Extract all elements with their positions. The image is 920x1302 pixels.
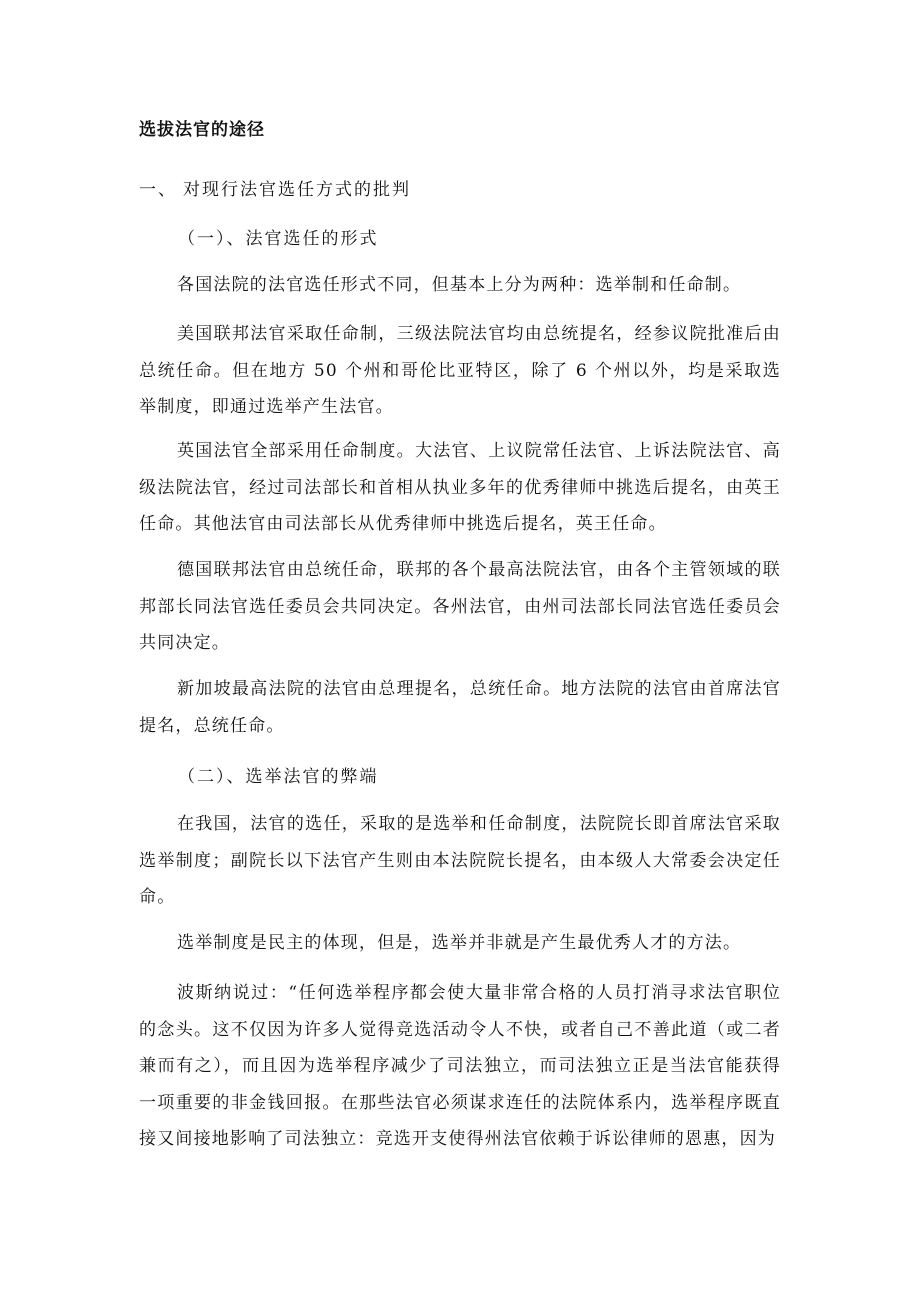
paragraph: 选举制度是民主的体现，但是，选举并非就是产生最优秀人才的方法。 (177, 933, 742, 953)
document-title: 选拔法官的途径 (139, 120, 265, 140)
paragraph: 美国联邦法官采取任命制，三级法院法官均由总统提名，经参议院批准后由总统任命。但在地方 50 个州和哥伦比亚特区，除了 6 个州以外，均是采取选举制度，即通过选举产生法官。 (139, 324, 781, 417)
paragraph: 英国法官全部采用任命制度。大法官、上议院常任法官、上诉法院法官、高级法院法官，经过司法部长和首相从执业多年的优秀律师中挑选后提名，由英王任命。其他法官由司法部长从优秀律师中挑选后提名，英王任命。 (139, 441, 781, 534)
subsection-heading-1: （一）、法官选任的形式 (178, 229, 379, 249)
paragraph: 新加坡最高法院的法官由总理提名，总统任命。地方法院的法官由首席法官提名，总统任命。 (139, 679, 781, 736)
section-heading-1 (139, 178, 411, 202)
section-number: 一、 (139, 180, 177, 200)
subsection-heading-2: （二）、选举法官的弊端 (178, 767, 379, 787)
paragraph: 德国联邦法官由总统任命，联邦的各个最高法院法官，由各个主管领域的联邦部长同法官选任委员会共同决定。各州法官，由州司法部长同法官选任委员会共同决定。 (139, 560, 781, 653)
paragraph: 各国法院的法官选任形式不同，但基本上分为两种：选举制和任命制。 (177, 275, 742, 295)
paragraph: 波斯纳说过：“任何选举程序都会使大量非常合格的人员打消寻求法官职位的念头。这不仅因为许多人觉得竞选活动令人不快，或者自己不善此道（或二者兼而有之），而且因为选举程序减少了司法独立，而司法独立正是当法官能获得一项重要的非金钱回报。在那些法官必须谋求连任的法院体系内，选举程序既直接又间接地影响了司法独立：竞选开支使得州法官依赖于诉讼律师的恩惠，因为 (139, 983, 781, 1149)
paragraph: 在我国，法官的选任，采取的是选举和任命制度，法院院长即首席法官采取选举制度；副院长以下法官产生则由本法院院长提名，由本级人大常委会决定任命。 (139, 814, 781, 907)
section-heading-text: 对现行法官选任方式的批判 (183, 180, 411, 200)
